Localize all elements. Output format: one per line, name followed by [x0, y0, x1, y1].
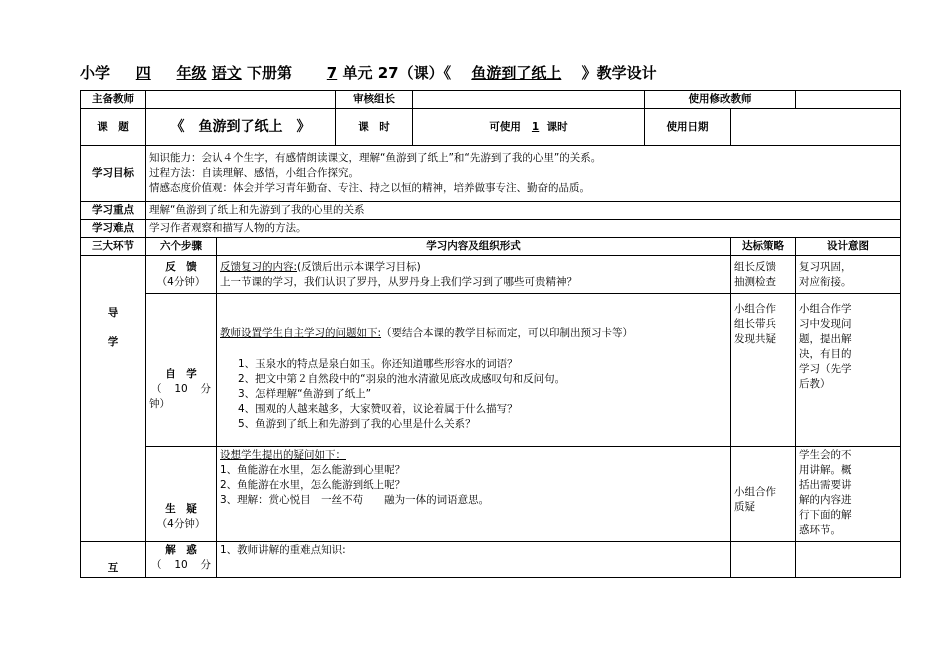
objective-knowledge: 知识能力：会认４个生字，有感情朗读课文，理解“鱼游到了纸上”和“先游到了我的心里”的关系。 [149, 152, 602, 164]
solve-time-unit: 分 [200, 559, 211, 571]
feedback-content-question: 上一节课的学习，我们认识了罗丹，从罗丹身上我们学习到了哪些可贵精神？ [220, 275, 577, 288]
self-study-question-4: 4、围观的人越来越多，大家赞叹着，议论着属于什么描写？ [238, 403, 518, 415]
self-study-time-open: （ [151, 383, 162, 395]
use-date-value[interactable] [731, 109, 901, 146]
section-guide-char1: 导 [107, 307, 119, 319]
solve-time-open: （ [151, 559, 162, 571]
title-unit-suffix: 单元 [342, 64, 373, 82]
title-subject: 语文 [211, 64, 242, 82]
step-feedback-time: （4分钟） [156, 275, 206, 288]
self-study-strategy-2: 组长带兵 [734, 318, 776, 330]
question-content [217, 447, 731, 542]
solve-strategy [731, 542, 796, 578]
col-header-intent: 设计意图 [796, 238, 901, 256]
self-study-intent-1: 小组合作学 [799, 303, 852, 315]
title-grade: 四 [135, 64, 151, 82]
difficulty-label: 学习难点 [81, 220, 146, 238]
self-study-time-unit: 分 [200, 383, 211, 395]
feedback-intent-1: 复习巩固， [799, 260, 852, 273]
key-point-text: 理解“鱼游到了纸上和先游到了我的心里的关系 [146, 202, 901, 220]
section-guide [81, 256, 146, 542]
question-intro: 设想学生提出的疑问如下： [220, 449, 346, 461]
title-lesson-name: 鱼游到了纸上 [471, 64, 562, 82]
title-suffix: 》教学设计 [581, 64, 657, 82]
self-study-intent-3: 题，提出解 [799, 333, 852, 345]
feedback-content-note: (反馈后出示本课学习目标) [297, 260, 421, 273]
self-study-intent-6: 后教） [799, 378, 831, 390]
self-study-question-3: 3、怎样理解“鱼游到了纸上” [238, 388, 372, 400]
question-strategy-2: 质疑 [734, 501, 755, 513]
self-study-strategy-3: 发现共疑 [734, 333, 776, 345]
self-study-intent [796, 294, 901, 447]
step-self-study [146, 294, 217, 447]
self-study-question-2: 2、把文中第２自然段中的“羽泉的池水清澈见底改成感叹句和反问句。 [238, 373, 566, 385]
feedback-content-title: 反馈复习的内容: [220, 260, 298, 273]
reviewer-value[interactable] [413, 91, 645, 109]
question-intent-3: 括出需要讲 [799, 479, 852, 491]
col-header-steps: 六个步骤 [146, 238, 217, 256]
question-intent-1: 学生会的不 [799, 449, 852, 461]
chief-teacher-value[interactable] [146, 91, 336, 109]
objective-process: 过程方法：自读理解、感悟，小组合作探究。 [149, 167, 359, 179]
col-header-content: 学习内容及组织形式 [217, 238, 731, 256]
self-study-strategy [731, 294, 796, 447]
step-feedback-label: 反 馈 [165, 260, 197, 273]
section-interact: 互 [81, 542, 146, 578]
question-strategy [731, 447, 796, 542]
question-item-2: 2、鱼能游在水里，怎么能游到纸上呢？ [220, 479, 406, 491]
difficulty-text: 学习作者观察和描写人物的方法。 [146, 220, 901, 238]
question-item-3: 3、理解：赏心悦目 一丝不苟 融为一体的词语意思。 [220, 494, 490, 506]
feedback-intent-2: 对应衔接。 [799, 275, 852, 288]
solve-time-num: 10 [174, 559, 188, 571]
self-study-intent-2: 习中发现问 [799, 318, 852, 330]
reviewer-label: 审核组长 [336, 91, 413, 109]
topic-value: 《 鱼游到了纸上 》 [146, 109, 336, 146]
self-study-intent-4: 决，有目的 [799, 348, 852, 360]
self-study-time-num: 10 [174, 383, 188, 395]
chief-teacher-label: 主备教师 [81, 91, 146, 109]
question-strategy-1: 小组合作 [734, 486, 776, 498]
feedback-strategy-1: 组长反馈 [734, 260, 776, 273]
use-date-label: 使用日期 [645, 109, 731, 146]
question-intent [796, 447, 901, 542]
objectives-content [146, 146, 901, 202]
revise-teacher-label: 使用修改教师 [645, 91, 796, 109]
section-guide-char2: 学 [107, 336, 119, 348]
title-unit: 7 [326, 64, 338, 82]
objective-emotion: 情感态度价值观：体会并学习青年勤奋、专注、持之以恒的精神，培养做事专注、勤奋的品质。 [149, 182, 590, 194]
solve-content: 1、教师讲解的重难点知识: [217, 542, 731, 578]
step-feedback [146, 256, 217, 294]
step-question-time: （4分钟） [156, 518, 206, 530]
document-title [80, 62, 910, 86]
self-study-question-1: 1、玉泉水的特点是泉白如玉。你还知道哪些形容水的词语？ [238, 358, 518, 370]
title-grade-suffix: 年级 [176, 64, 207, 82]
revise-teacher-value[interactable] [796, 91, 901, 109]
feedback-content [217, 256, 731, 294]
question-intent-5: 行下面的解 [799, 509, 852, 521]
question-item-1: 1、鱼能游在水里，怎么能游到心里呢？ [220, 464, 406, 476]
question-intent-6: 惑环节。 [799, 524, 841, 536]
usable-suffix: 课时 [546, 120, 568, 133]
topic-label: 课 题 [81, 109, 146, 146]
self-study-intro-note: （要结合本课的教学目标而定，可以印制出预习卡等） [381, 327, 634, 339]
usable-num: 1 [531, 120, 540, 133]
feedback-strategy [731, 256, 796, 294]
step-solve-label: 解 惑 [165, 544, 197, 556]
hours-label: 课 时 [336, 109, 413, 146]
key-point-label: 学习重点 [81, 202, 146, 220]
col-header-strategy: 达标策略 [731, 238, 796, 256]
lesson-plan-table [80, 90, 901, 578]
feedback-strategy-2: 抽测检查 [734, 275, 776, 288]
title-lesson: 27（课）《 [377, 64, 452, 82]
self-study-time-close: 钟） [149, 398, 170, 410]
feedback-intent [796, 256, 901, 294]
title-prefix: 小学 [80, 64, 111, 82]
self-study-question-5: 5、鱼游到了纸上和先游到了我的心里是什么关系？ [238, 418, 476, 430]
title-volume: 下册第 [246, 64, 292, 82]
self-study-intro-title: 教师设置学生自主学习的问题如下: [220, 327, 382, 339]
usable-hours [413, 109, 645, 146]
step-question-label: 生 疑 [165, 503, 197, 515]
self-study-content [217, 294, 731, 447]
step-question [146, 447, 217, 542]
self-study-strategy-1: 小组合作 [734, 303, 776, 315]
step-solve [146, 542, 217, 578]
question-intent-4: 解的内容进 [799, 494, 852, 506]
objectives-label: 学习目标 [81, 146, 146, 202]
question-intent-2: 用讲解。概 [799, 464, 852, 476]
self-study-intent-5: 学习（先学 [799, 363, 852, 375]
col-header-stages: 三大环节 [81, 238, 146, 256]
usable-prefix: 可使用 [489, 120, 521, 133]
step-self-study-label: 自 学 [165, 368, 197, 380]
solve-intent [796, 542, 901, 578]
